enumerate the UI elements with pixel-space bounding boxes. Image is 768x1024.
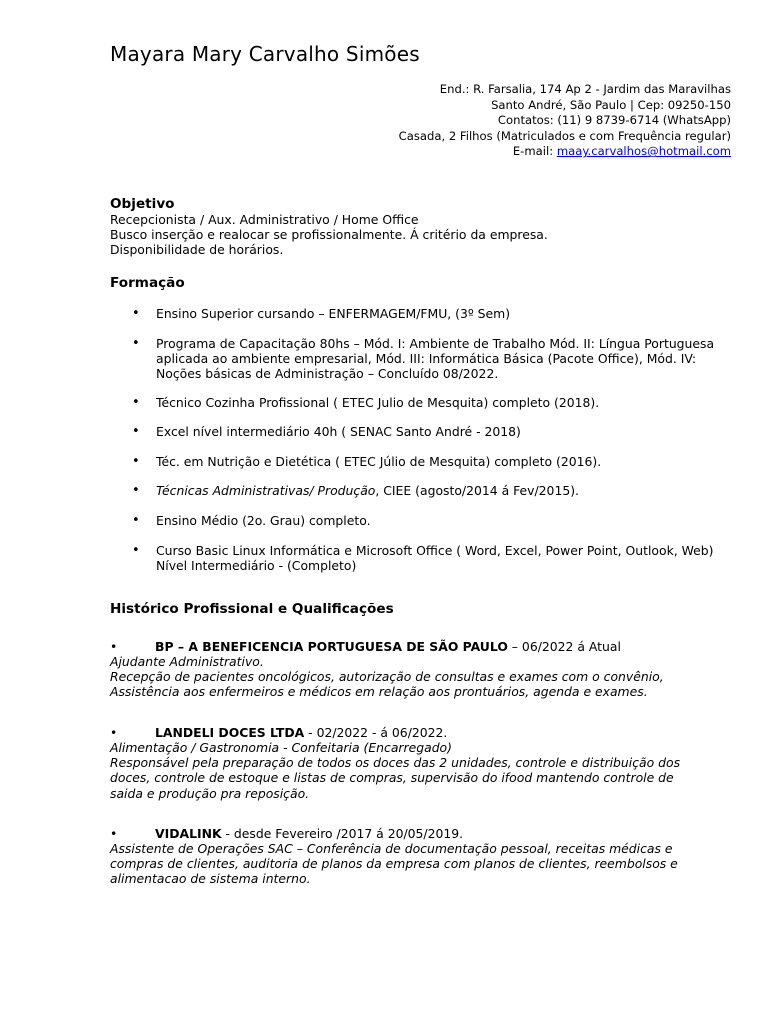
job-company: VIDALINK [155, 826, 222, 841]
bullet-icon: • [110, 725, 118, 740]
job-entry [110, 725, 710, 801]
bullet-icon: • [132, 424, 140, 439]
job-role: Alimentação / Gastronomia - Confeitaria (Encarregado) [110, 740, 452, 755]
bullet-icon: • [132, 306, 140, 321]
job-entry [110, 826, 710, 887]
bullet-icon: • [132, 513, 140, 528]
job-period: - 02/2022 - á 06/2022. [304, 725, 448, 740]
city-line: Santo André, São Paulo | Cep: 09250-150 [491, 97, 731, 112]
objetivo-line: Busco inserção e realocar se profissionalmente. Á critério da empresa. [110, 227, 548, 243]
bullet-icon: • [132, 395, 140, 410]
historico-title: Histórico Profissional e Qualificações [110, 601, 394, 617]
candidate-name: Mayara Mary Carvalho Simões [110, 42, 420, 66]
email-label: E-mail: [512, 144, 557, 159]
objetivo-line: Recepcionista / Aux. Administrativo / Home Office [110, 212, 419, 227]
job-period: - desde Fevereiro /2017 á 20/05/2019. [221, 826, 464, 841]
bullet-icon: • [132, 543, 140, 558]
objetivo-title: Objetivo [110, 196, 175, 212]
job-description: Assistente de Operações SAC – Conferência de documentação pessoal, receitas médicas e compras de clientes, auditoria de planos da empresa com planos de clientes, reembolsos e alimentacao de sistema interno. [110, 841, 678, 887]
job-period: – 06/2022 á Atual [507, 639, 621, 654]
bullet-icon: • [110, 826, 118, 841]
objetivo-line: Disponibilidade de horários. [110, 242, 284, 258]
bullet-icon: • [110, 639, 118, 654]
job-entry [110, 639, 710, 700]
bullet-icon: • [132, 454, 140, 469]
formacao-title: Formação [110, 275, 185, 291]
email-line [399, 144, 731, 160]
job-description: Responsável pela preparação de todos os doces das 2 unidades, controle e distribuição dos doces, controle de estoque e listas de compras, supervisão do ifood mantendo controle de saida e produção pra reposição. [110, 755, 681, 801]
bullet-icon: • [132, 483, 140, 498]
address-line: End.: R. Farsalia, 174 Ap 2 - Jardim das Maravilhas [439, 82, 731, 96]
contact-block [399, 82, 731, 160]
email-link[interactable]: maay.carvalhos@hotmail.com [556, 144, 731, 159]
job-company: LANDELI DOCES LTDA [155, 725, 305, 740]
job-company: BP – A BENEFICENCIA PORTUGUESA DE SÃO PAULO [155, 639, 508, 654]
family-line: Casada, 2 Filhos (Matriculados e com Frequência regular) [398, 128, 731, 143]
job-role: Ajudante Administrativo. [110, 654, 264, 669]
objetivo-text [110, 212, 732, 258]
bullet-icon: • [132, 336, 140, 351]
phone-line: Contatos: (11) 9 8739-6714 (WhatsApp) [497, 113, 731, 128]
job-description: Recepção de pacientes oncológicos, autorização de consultas e exames com o convênio, Assistência aos enfermeiros e médicos em relação aos prontuários, agenda e exames. [110, 669, 664, 700]
